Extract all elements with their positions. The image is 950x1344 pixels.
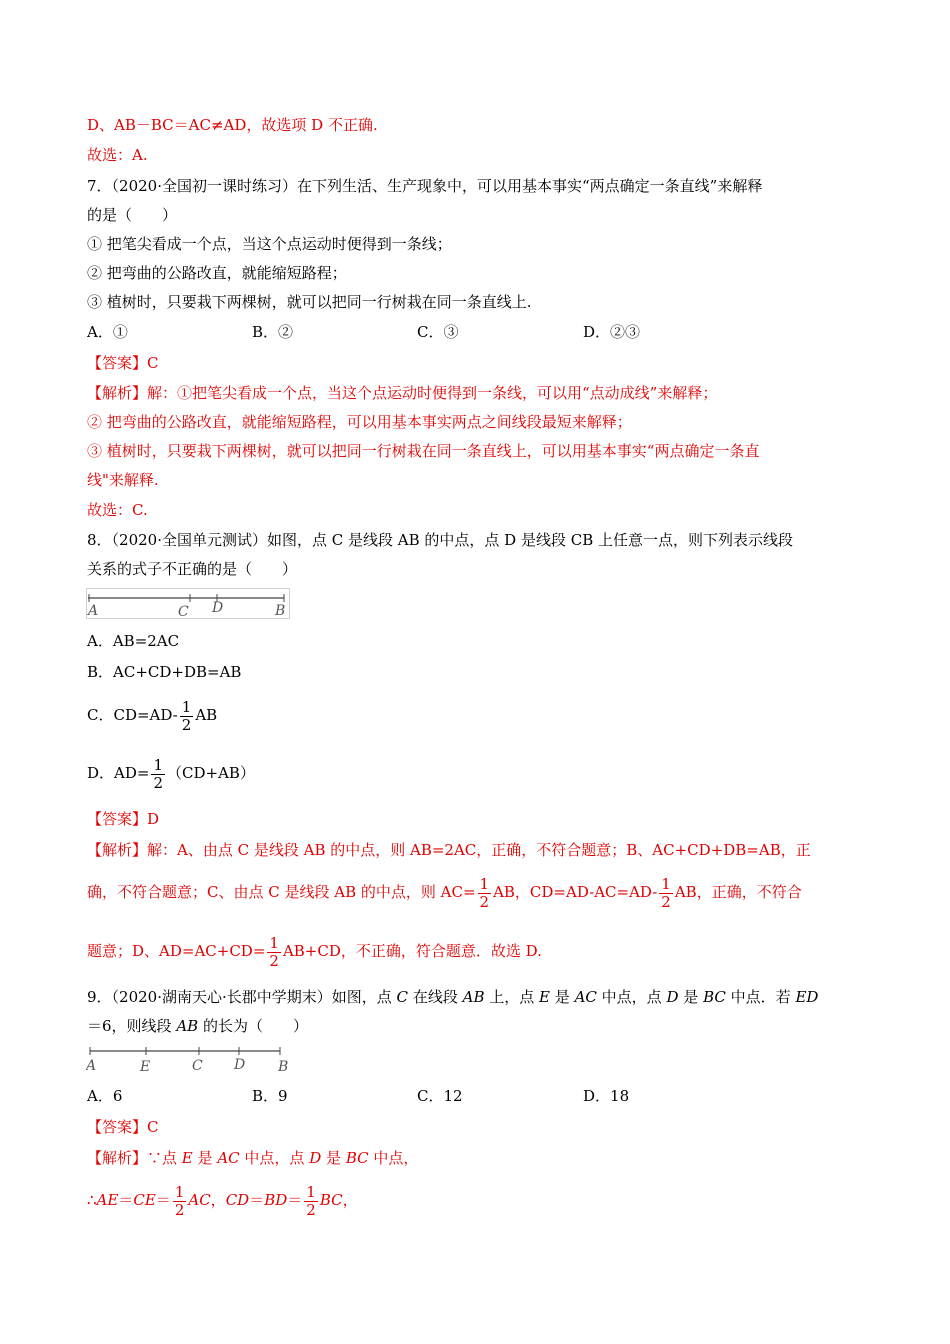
question-8-figure xyxy=(86,588,296,622)
figure-label-e: E xyxy=(140,1059,151,1075)
question-7-explanation: 【解析】解：①把笔尖看成一个点，当这个点运动时便得到一条线，可以用“点动成线”来解释； xyxy=(87,384,718,402)
question-9-figure xyxy=(86,1045,296,1075)
question-7-item: ① 把笔尖看成一个点，当这个点运动时便得到一条线； xyxy=(87,235,452,253)
fraction: $\frac{1}{2}$ xyxy=(661,874,671,911)
question-8-option-d: D．AD= $\frac{1}{2}$ （CD+AB） xyxy=(87,755,255,792)
fraction: $\frac{1}{2}$ xyxy=(181,697,192,734)
fraction: $\frac{1}{2}$ xyxy=(174,1182,185,1219)
question-8-option-c: C．CD=AD- $\frac{1}{2}$ AB xyxy=(87,697,218,734)
question-8-explanation: 确，不符合题意；C、由点 C 是线段 AB 的中点，则 AC= $\frac{1}{2}$ AB，CD=AD-AC=AD- $\frac{1}{2}$ AB，正确，不符合 xyxy=(87,874,802,911)
question-9-explanation: 【解析】∵点 E 是 AC 中点，点 D 是 BC 中点， xyxy=(87,1149,419,1167)
question-8-answer: 【答案】D xyxy=(87,810,160,828)
question-7-item: ② 把弯曲的公路改直，就能缩短路程； xyxy=(87,264,347,282)
question-7-stem-cont: 的是（ ） xyxy=(87,206,178,224)
question-8-stem: 8．（2020·全国单元测试）如图，点 C 是线段 AB 的中点，点 D 是线段 CB 上任意一点，则下列表示线段 xyxy=(87,531,793,549)
question-9-explanation: ∴AE＝CE＝ $\frac{1}{2}$ AC，CD＝BD＝ $\frac{1}{2}$ BC， xyxy=(87,1182,358,1219)
question-7-option-b: B．② xyxy=(252,323,294,341)
question-9-stem: 9．（2020·湖南天心·长郡中学期末）如图，点 C 在线段 AB 上，点 E 是 AC 中点，点 D 是 BC 中点．若 ED xyxy=(87,988,819,1006)
question-7-stem: 7．（2020·全国初一课时练习）在下列生活、生产现象中，可以用基本事实“两点确定一条直线”来解释 xyxy=(87,177,763,195)
question-7-explanation: 线"来解释. xyxy=(87,471,159,489)
question-9-option-a: A．6 xyxy=(87,1087,123,1105)
question-9-option-d: D．18 xyxy=(583,1087,630,1105)
question-7-option-a: A．① xyxy=(87,323,128,341)
fraction: $\frac{1}{2}$ xyxy=(269,933,279,970)
question-7-answer: 【答案】C xyxy=(87,354,159,372)
question-7-explanation: ③ 植树时，只要栽下两棵树，就可以把同一行树栽在同一条直线上，可以用基本事实“两点确定一条直 xyxy=(87,442,760,460)
question-8-option-b: B．AC+CD+DB=AB xyxy=(87,663,242,681)
question-8-stem-cont: 关系的式子不正确的是（ ） xyxy=(87,560,298,578)
question-8-option-a: A．AB=2AC xyxy=(87,632,180,650)
figure-label-d: D xyxy=(234,1057,246,1073)
figure-label-b: B xyxy=(275,603,286,619)
question-9-answer: 【答案】C xyxy=(87,1118,159,1136)
figure-label-c: C xyxy=(192,1058,203,1074)
figure-label-d: D xyxy=(212,600,224,616)
question-9-option-c: C．12 xyxy=(417,1087,463,1105)
figure-label-b: B xyxy=(278,1059,289,1075)
question-7-explanation: ② 把弯曲的公路改直，就能缩短路程，可以用基本事实两点之间线段最短来解释； xyxy=(87,413,632,431)
text-line: 故选：A. xyxy=(87,146,148,164)
question-9-option-b: B．9 xyxy=(252,1087,288,1105)
question-7-selection: 故选：C. xyxy=(87,501,148,519)
fraction: $\frac{1}{2}$ xyxy=(153,755,164,792)
question-8-explanation: 【解析】解：A、由点 C 是线段 AB 的中点，则 AB=2AC，正确，不符合题意；B、AC+CD+DB=AB，正 xyxy=(87,841,811,859)
text-line: D、AB－BC＝AC≠AD，故选项 D 不正确. xyxy=(87,116,378,134)
question-8-explanation: 题意；D、AD=AC+CD= $\frac{1}{2}$ AB+CD，不正确，符合题意．故选 D. xyxy=(87,933,542,970)
figure-label-a: A xyxy=(86,1058,97,1074)
question-7-option-d: D．②③ xyxy=(583,323,641,341)
question-7-option-c: C．③ xyxy=(417,323,459,341)
figure-label-c: C xyxy=(178,604,189,620)
fraction: $\frac{1}{2}$ xyxy=(306,1182,316,1219)
question-7-item: ③ 植树时，只要栽下两棵树，就可以把同一行树栽在同一条直线上. xyxy=(87,293,532,311)
question-9-stem-cont: ＝6，则线段 AB 的长为（ ） xyxy=(87,1017,308,1035)
fraction: $\frac{1}{2}$ xyxy=(479,874,490,911)
figure-label-a: A xyxy=(88,603,99,619)
